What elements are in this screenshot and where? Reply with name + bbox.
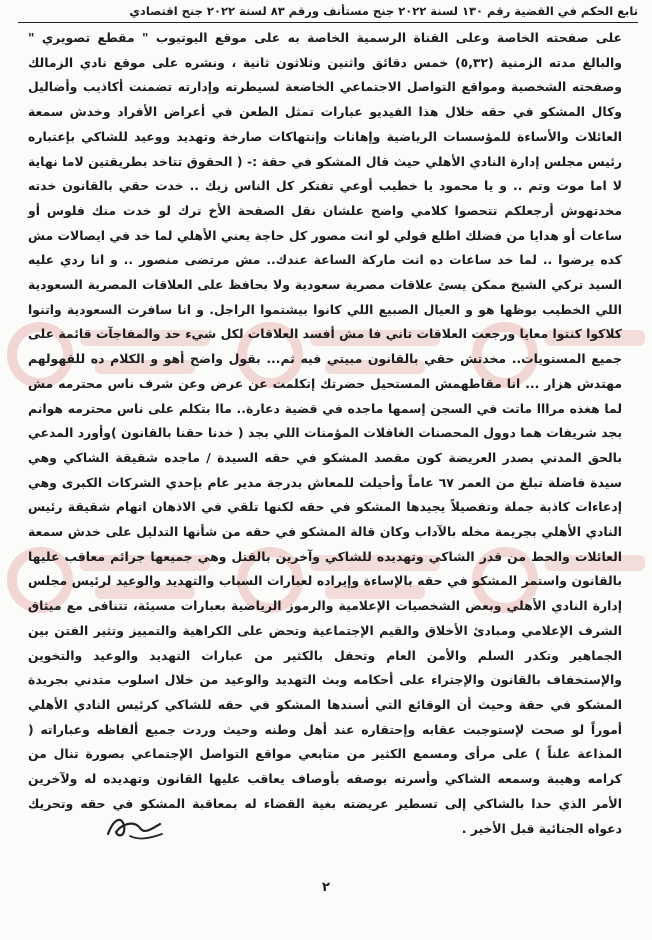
document-body: على صفحته الخاصة وعلى القناة الرسمية الخاصة به على موقع اليوتيوب " مقطع تصويري " والبالغ مدته الزمنية (٥,٣٢) خمس دقائق واثنين وثلاثون ثانية ، ونشره على موقع نادي الزمالك وصفحته الشخصية ومواقع التواصل الاجتماعي الخاضعة لسيطرته وإدارته تضمنت أكاذيب وأضاليل وكال المشكو في حقه خلال هذا الفيديو عبارات تمثل الطعن في أعراض الأفراد وخدش سمعة العائلات والأساءة للمؤسسات الرياضية وإهانات وإنتهاكات صارخة وتهديد ووعيد للشاكي بإعتباره رئيس مجلس إدارة النادي الأهلي حيث قال المشكو في حقة :- ( الحقوق تتاخد بطريقتين لاما نهاية لا اما موت وتم .. و يا محمود يا خطيب أوعي تفتكر كل الناس زيك .. خدت حقي بالقانون خدته مخدتهوش أرجعلكم تتحصوا كلامي واضح علشان نقل الصفحة الأخ ترك لو خدت منك فلوس أو ساعات أو هدايا من فضلك اطلع قولي لو انت مصور كل حاجة يعني الأهلي لما خد في ايصالات مش كده يرضوا .. لما خد ساعات ده انت ماركة الساعة عندك.. مش مرتضى منصور .. و انا ردي عليه السيد تركي الشيخ ممكن يسئ علاقات مصرية سعودية ولا بحافظ على العلاقات المصرية السعودية اللي الخطيب بوظها هو و العيال الصبيع اللي كانوا بيشتموا الراجل. و انا سافرت السعودية واتنوا كلاكوا كنتوا معايا ورجعت العلاقات تاني فا مش أفسد العلاقات لكل شيء حد والمفاجآت قائمة على جميع المستويات.. مخدتش حقي بالقانون مبيتي فيه ثم... بقول واضح أهو و الكلام ده للقهولهم مهتدش هزار ... انا مقاطهمش المستحيل حضرتك إتكلمت عن عرض وعن شرف ناس محترمه مش لما هغذه مرااا ماتت في السجن إسمها ماجده في قضية دعارة.. ماا بتكلم على ناس محترمه هوانم بجد شريفات هما دوول المحصنات الغافلات المؤمنات اللي بجد ( خدنا حقنا بالقانون )وأورد المدعي بالحق المدني بصدر العريضة كون مقصد المشكو في حقه السيدة / ماجده شقيقة الشاكي وهي سيدة فاضلة تبلغ من العمر ٦٧ عاماً وأحيلت للمعاش بدرجة مدير عام بإحدي الشركات الكبرى وهي إدعاءات كاذبة جملة وتفصيلاً يجيدها المشكو في حقه لكنها تلقي في الاذهان اتهام شقيقة رئيس النادي الأهلي بجريمة مخله بالآداب وكان قالة المشكو في حقه من شأنها التدليل على خدش سمعة العائلات والحط من قدر الشاكي وتهديده للشاكي وآخرين بالقتل وهي جميعها جرائم معاقب عليها بالقانون واستمر المشكو في حقه بالإساءة وإيراده لعبارات السباب والتهديد والوعيد لرئيس مجلس إدارة النادي الأهلي وبعض الشخصيات الإعلامية والرموز الرياضية بعبارات مسيئة، تتنافى مع ميثاق الشرف الإعلامي ومبادئ الأخلاق والقيم الإجتماعية وتحض على الكراهية والتمييز وتثير الفتن بين الجماهير وتكدر السلم والأمن العام وتحفل بالكثير من عبارات التهديد والوعيد والتخوين والإستخفاف بالقانون والإجتراء على أحكامه وبث التهديد والوعيد من خلال اسلوب متدني بجريدة المشكو في حقة وحيث أن الوقائع التي أسندها المشكو في حقه للشاكي كرئيس النادي الأهلي أموراً لو صحت لإستوجبت عقابه وإحتقاره عند أهل وطنه وحيث وردت جميع ألفاظه وعباراته ( المذاعة علناً ) على مرأى ومسمع الكثير من متابعي مواقع التواصل الإجتماعي بصورة تنال من كرامه وهيبة وسمعه الشاكي وأسرته بوصفه بأوصاف يعاقب عليها القانون وتهديده له ولآخرين الأمر الذي حدا بالشاكي إلى تسطير عريضته بغية القضاء له بمعاقبة المشكو في حقه وتحريك دعواه الجنائية قبل الأخير .	[28, 30, 622, 836]
page-number: ٢	[322, 880, 330, 895]
header-divider	[18, 22, 638, 23]
page-header: تابع الحكم في القضية رقم ١٣٠ لسنة ٢٠٢٢ جنح مستأنف ورقم ٨٣ لسنة ٢٠٢٢ جنح اقتصادي	[129, 4, 638, 18]
handwritten-signature	[100, 806, 170, 846]
